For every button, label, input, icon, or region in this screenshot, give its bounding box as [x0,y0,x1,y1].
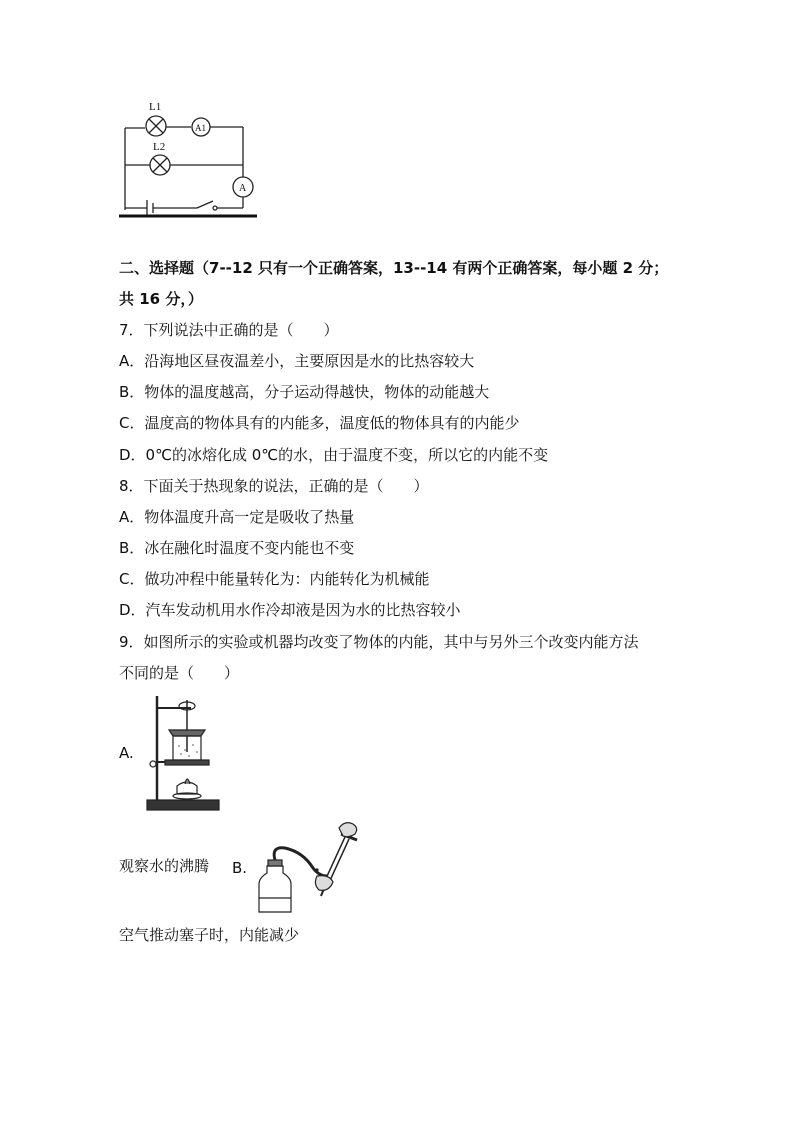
boiling-water-apparatus-figure [143,690,223,815]
label-l2: L2 [153,141,166,153]
label-l1: L1 [149,101,162,113]
circuit-diagram [115,98,265,223]
question-7-option-c: C．温度高的物体具有的内能多，温度低的物体具有的内能少 [119,414,520,432]
question-8-option-a: A．物体温度升高一定是吸收了热量 [119,508,355,526]
question-8-option-b: B．冰在融化时温度不变内能也不变 [119,539,355,557]
section-heading: 二、选择题（7--12 只有一个正确答案，13--14 有两个正确答案，每小题 2 分； [119,259,669,277]
question-7-option-a: A．沿海地区昼夜温差小，主要原因是水的比热容较大 [119,352,475,370]
question-7-option-d: D．0℃的冰熔化成 0℃的水，由于温度不变，所以它的内能不变 [119,446,549,464]
question-9-option-b-label: B. [232,859,248,877]
section-heading-cont: 共 16 分，） [119,290,203,308]
question-8-option-c: C．做功冲程中能量转化为：内能转化为机械能 [119,570,430,588]
question-9-option-a-label: A. [119,744,134,762]
question-8-option-d: D．汽车发动机用水作冷却液是因为水的比热容较小 [119,601,461,619]
air-pump-bottle-figure [255,818,365,918]
question-7-stem: 7．下列说法中正确的是（ ） [119,321,339,339]
label-a1: A1 [195,123,206,133]
question-7-option-b: B．物体的温度越高，分子运动得越快，物体的动能越大 [119,383,490,401]
question-9-stem: 9．如图所示的实验或机器均改变了物体的内能，其中与另外三个改变内能方法 [119,633,639,651]
question-9-option-b-caption: 空气推动塞子时，内能减少 [119,926,300,944]
question-8-stem: 8．下面关于热现象的说法，正确的是（ ） [119,477,429,495]
question-9-option-a-caption: 观察水的沸腾 [119,857,210,875]
question-9-stem-cont: 不同的是（ ） [119,664,240,682]
label-a: A [239,183,247,194]
